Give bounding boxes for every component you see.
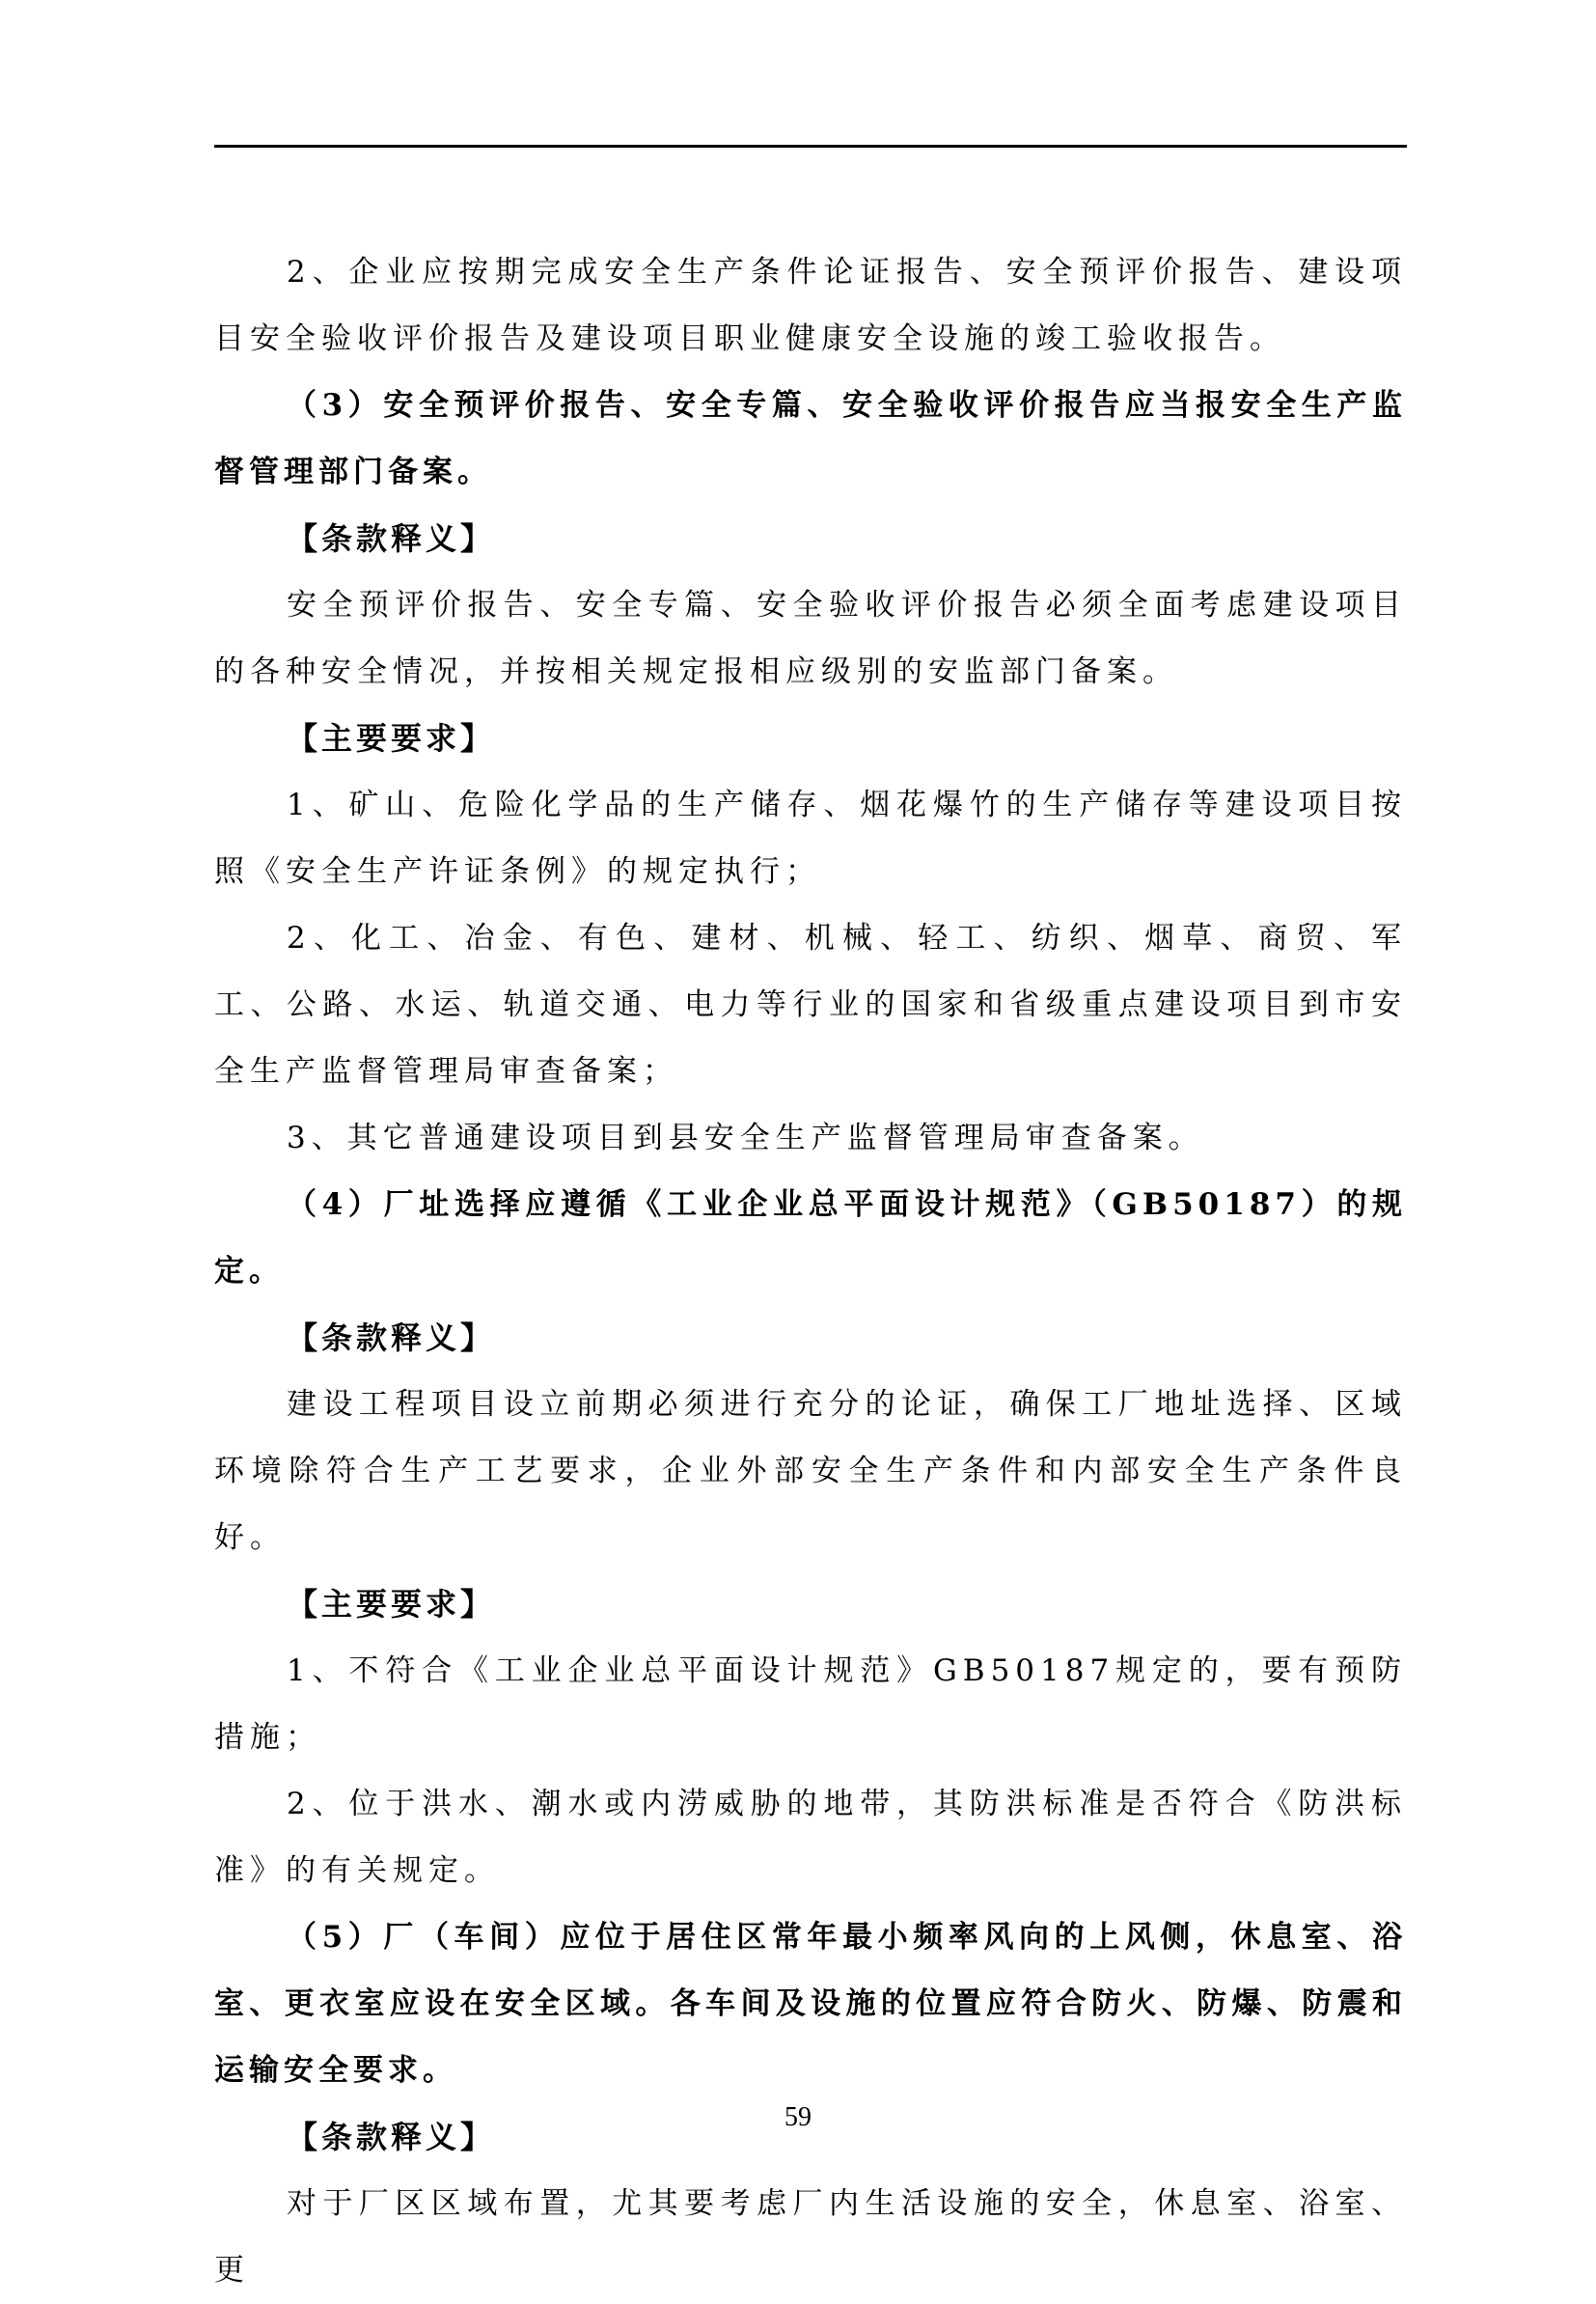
body-paragraph: 3、其它普通建设项目到县安全生产监督管理局审查备案。 [287,1121,1204,1155]
body-paragraph: 安全预评价报告、安全专篇、安全验收评价报告必须全面考虑建设项目的各种安全情况，并按相关规定报相应级别的安监部门备案。 [214,588,1407,689]
body-paragraph: 2、位于洪水、潮水或内涝威胁的地带，其防洪标准是否符合《防洪标准》的有关规定。 [214,1787,1407,1888]
document-body [214,239,1407,2304]
body-paragraph: 建设工程项目设立前期必须进行充分的论证，确保工厂地址选择、区域环境除符合生产工艺要求，企业外部安全生产条件和内部安全生产条件良好。 [214,1387,1407,1555]
page-number: 59 [784,2102,812,2132]
clause-heading: （3）安全预评价报告、安全专篇、安全验收评价报告应当报安全生产监督管理部门备案。 [214,388,1407,489]
section-heading-requirements: 【主要要求】 [287,720,496,757]
clause-heading: （5）厂（车间）应位于居住区常年最小频率风向的上风侧，休息室、浴室、更衣室应设在安全区域。各车间及设施的位置应符合防火、防爆、防震和运输安全要求。 [214,1920,1407,2088]
section-heading-requirements: 【主要要求】 [287,1586,496,1623]
body-paragraph: 1、矿山、危险化学品的生产储存、烟花爆竹的生产储存等建设项目按照《安全生产许证条例》的规定执行； [214,788,1407,889]
body-paragraph: 2、企业应按期完成安全生产条件论证报告、安全预评价报告、建设项目安全验收评价报告及建设项目职业健康安全设施的竣工验收报告。 [214,255,1407,356]
clause-heading: （4）厂址选择应遵循《工业企业总平面设计规范》（GB50187）的规定。 [214,1187,1407,1289]
section-heading-interpretation: 【条款释义】 [287,2119,496,2155]
body-paragraph: 1、不符合《工业企业总平面设计规范》GB50187规定的，要有预防措施； [214,1653,1407,1755]
section-heading-interpretation: 【条款释义】 [287,520,496,557]
body-paragraph: 对于厂区区域布置，尤其要考虑厂内生活设施的安全，休息室、浴室、更 [214,2186,1407,2288]
section-heading-interpretation: 【条款释义】 [287,1319,496,1356]
header-rule [214,145,1407,148]
body-paragraph: 2、化工、冶金、有色、建材、机械、轻工、纺织、烟草、商贸、军工、公路、水运、轨道交通、电力等行业的国家和省级重点建设项目到市安全生产监督管理局审查备案； [214,921,1407,1089]
